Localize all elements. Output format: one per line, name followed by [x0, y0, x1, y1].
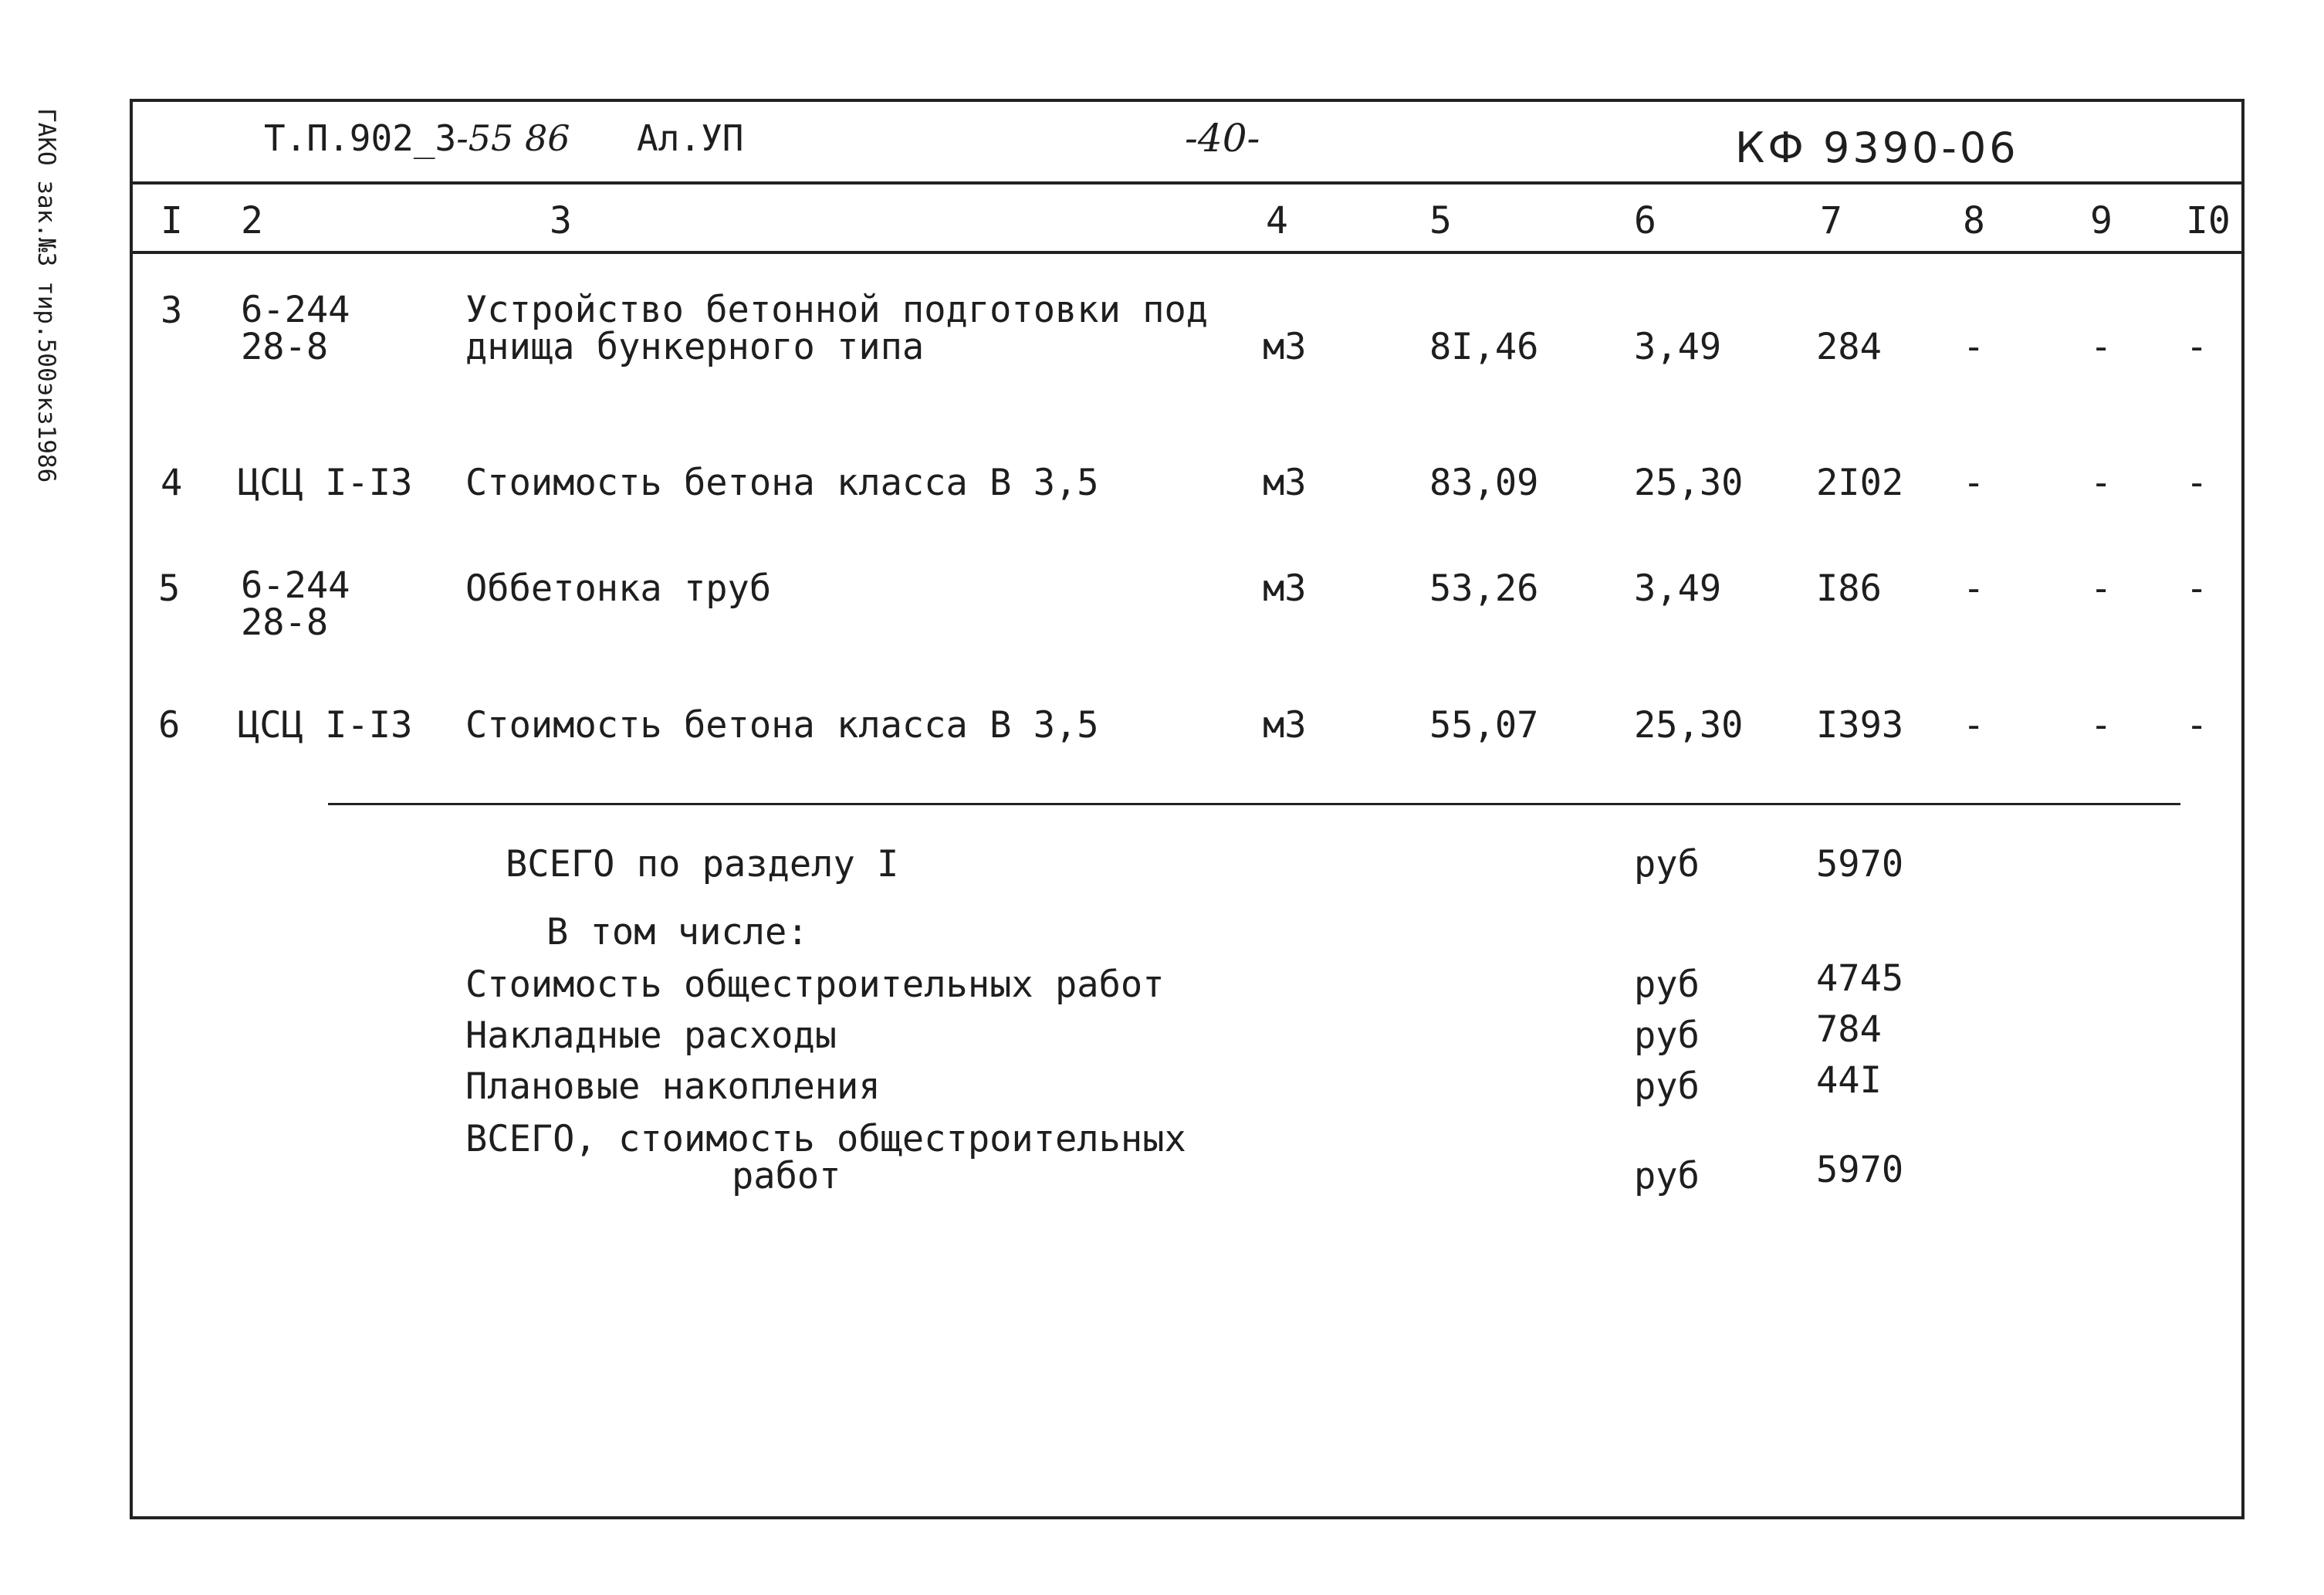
unit: м3	[1263, 704, 1307, 747]
column-header-3: 3	[550, 199, 572, 242]
quantity: 55,07	[1429, 704, 1539, 747]
summary-item-value: 784	[1816, 1008, 1882, 1051]
row-number: 4	[161, 462, 183, 504]
album-label: Ал.УП	[637, 117, 744, 159]
summary-item-label: Стоимость общестроительных работ	[465, 963, 1165, 1006]
quantity: 83,09	[1429, 462, 1539, 504]
work-description: Стоимость бетона класса В 3,5	[465, 462, 1099, 504]
header-divider	[130, 181, 2245, 185]
column-9-value: -	[2090, 326, 2113, 368]
price-code: 6-244 28-8	[241, 289, 350, 368]
column-10-value: -	[2186, 462, 2208, 504]
quantity: 8I,46	[1429, 326, 1539, 368]
total-cost: 2I02	[1816, 462, 1904, 504]
unit-price: 25,30	[1634, 462, 1744, 504]
work-description: Устройство бетонной подготовки под днища бункерного типа	[465, 289, 1209, 368]
column-header-9: 9	[2090, 199, 2113, 242]
price-code: ЦСЦ I-I3	[238, 462, 413, 504]
column-header-divider	[130, 251, 2245, 254]
column-8-value: -	[1963, 462, 1985, 504]
unit: м3	[1263, 462, 1307, 504]
row-number: 3	[161, 290, 183, 332]
price-code: ЦСЦ I-I3	[238, 704, 413, 747]
column-header-5: 5	[1429, 199, 1452, 242]
summary-item-label: Накладные расходы	[465, 1014, 837, 1057]
unit: м3	[1263, 326, 1307, 368]
grand-total-unit: руб	[1634, 1155, 1700, 1197]
price-code: 6-244 28-8	[241, 564, 350, 644]
column-header-10: I0	[2186, 199, 2231, 242]
unit-price: 3,49	[1634, 567, 1722, 610]
section-total-unit: руб	[1634, 843, 1700, 886]
summary-item-value: 4745	[1816, 957, 1904, 1000]
page-number: -40-	[1185, 116, 1260, 161]
grand-total-label: ВСЕГО, стоимость общестроительных работ	[465, 1118, 1186, 1197]
summary-item-label: Плановые накопления	[465, 1065, 881, 1108]
row-number: 6	[158, 704, 181, 747]
column-header-2: 2	[241, 199, 263, 242]
total-cost: I86	[1816, 567, 1882, 610]
column-header-8: 8	[1963, 199, 1985, 242]
totals-divider	[328, 803, 2180, 805]
summary-item-value: 44I	[1816, 1059, 1882, 1102]
grand-total-value: 5970	[1816, 1149, 1904, 1191]
side-print-note: ГАКО зак.№3 тир.500экз1986	[32, 108, 60, 483]
column-8-value: -	[1963, 704, 1985, 747]
column-9-value: -	[2090, 567, 2113, 610]
work-description: Стоимость бетона класса В 3,5	[465, 704, 1099, 747]
column-8-value: -	[1963, 567, 1985, 610]
summary-item-unit: руб	[1634, 1065, 1700, 1108]
column-header-1: I	[161, 199, 183, 242]
total-cost: 284	[1816, 326, 1882, 368]
including-label: В том числе:	[546, 911, 809, 953]
column-header-4: 4	[1266, 199, 1288, 242]
column-10-value: -	[2186, 567, 2208, 610]
column-header-7: 7	[1820, 199, 1842, 242]
unit: м3	[1263, 567, 1307, 610]
summary-item-unit: руб	[1634, 963, 1700, 1006]
column-8-value: -	[1963, 326, 1985, 368]
column-header-6: 6	[1634, 199, 1656, 242]
column-9-value: -	[2090, 462, 2113, 504]
unit-price: 25,30	[1634, 704, 1744, 747]
work-description: Оббетонка труб	[465, 567, 772, 610]
section-total-label: ВСЕГО по разделу I	[506, 843, 899, 886]
summary-item-unit: руб	[1634, 1014, 1700, 1057]
quantity: 53,26	[1429, 567, 1539, 610]
column-9-value: -	[2090, 704, 2113, 747]
column-10-value: -	[2186, 326, 2208, 368]
project-code: Т.П.902_3-55 86	[264, 117, 570, 159]
section-total-value: 5970	[1816, 843, 1904, 886]
column-10-value: -	[2186, 704, 2208, 747]
row-number: 5	[158, 567, 181, 610]
unit-price: 3,49	[1634, 326, 1722, 368]
document-code: КФ 9390-06	[1735, 124, 2019, 172]
total-cost: I393	[1816, 704, 1904, 747]
